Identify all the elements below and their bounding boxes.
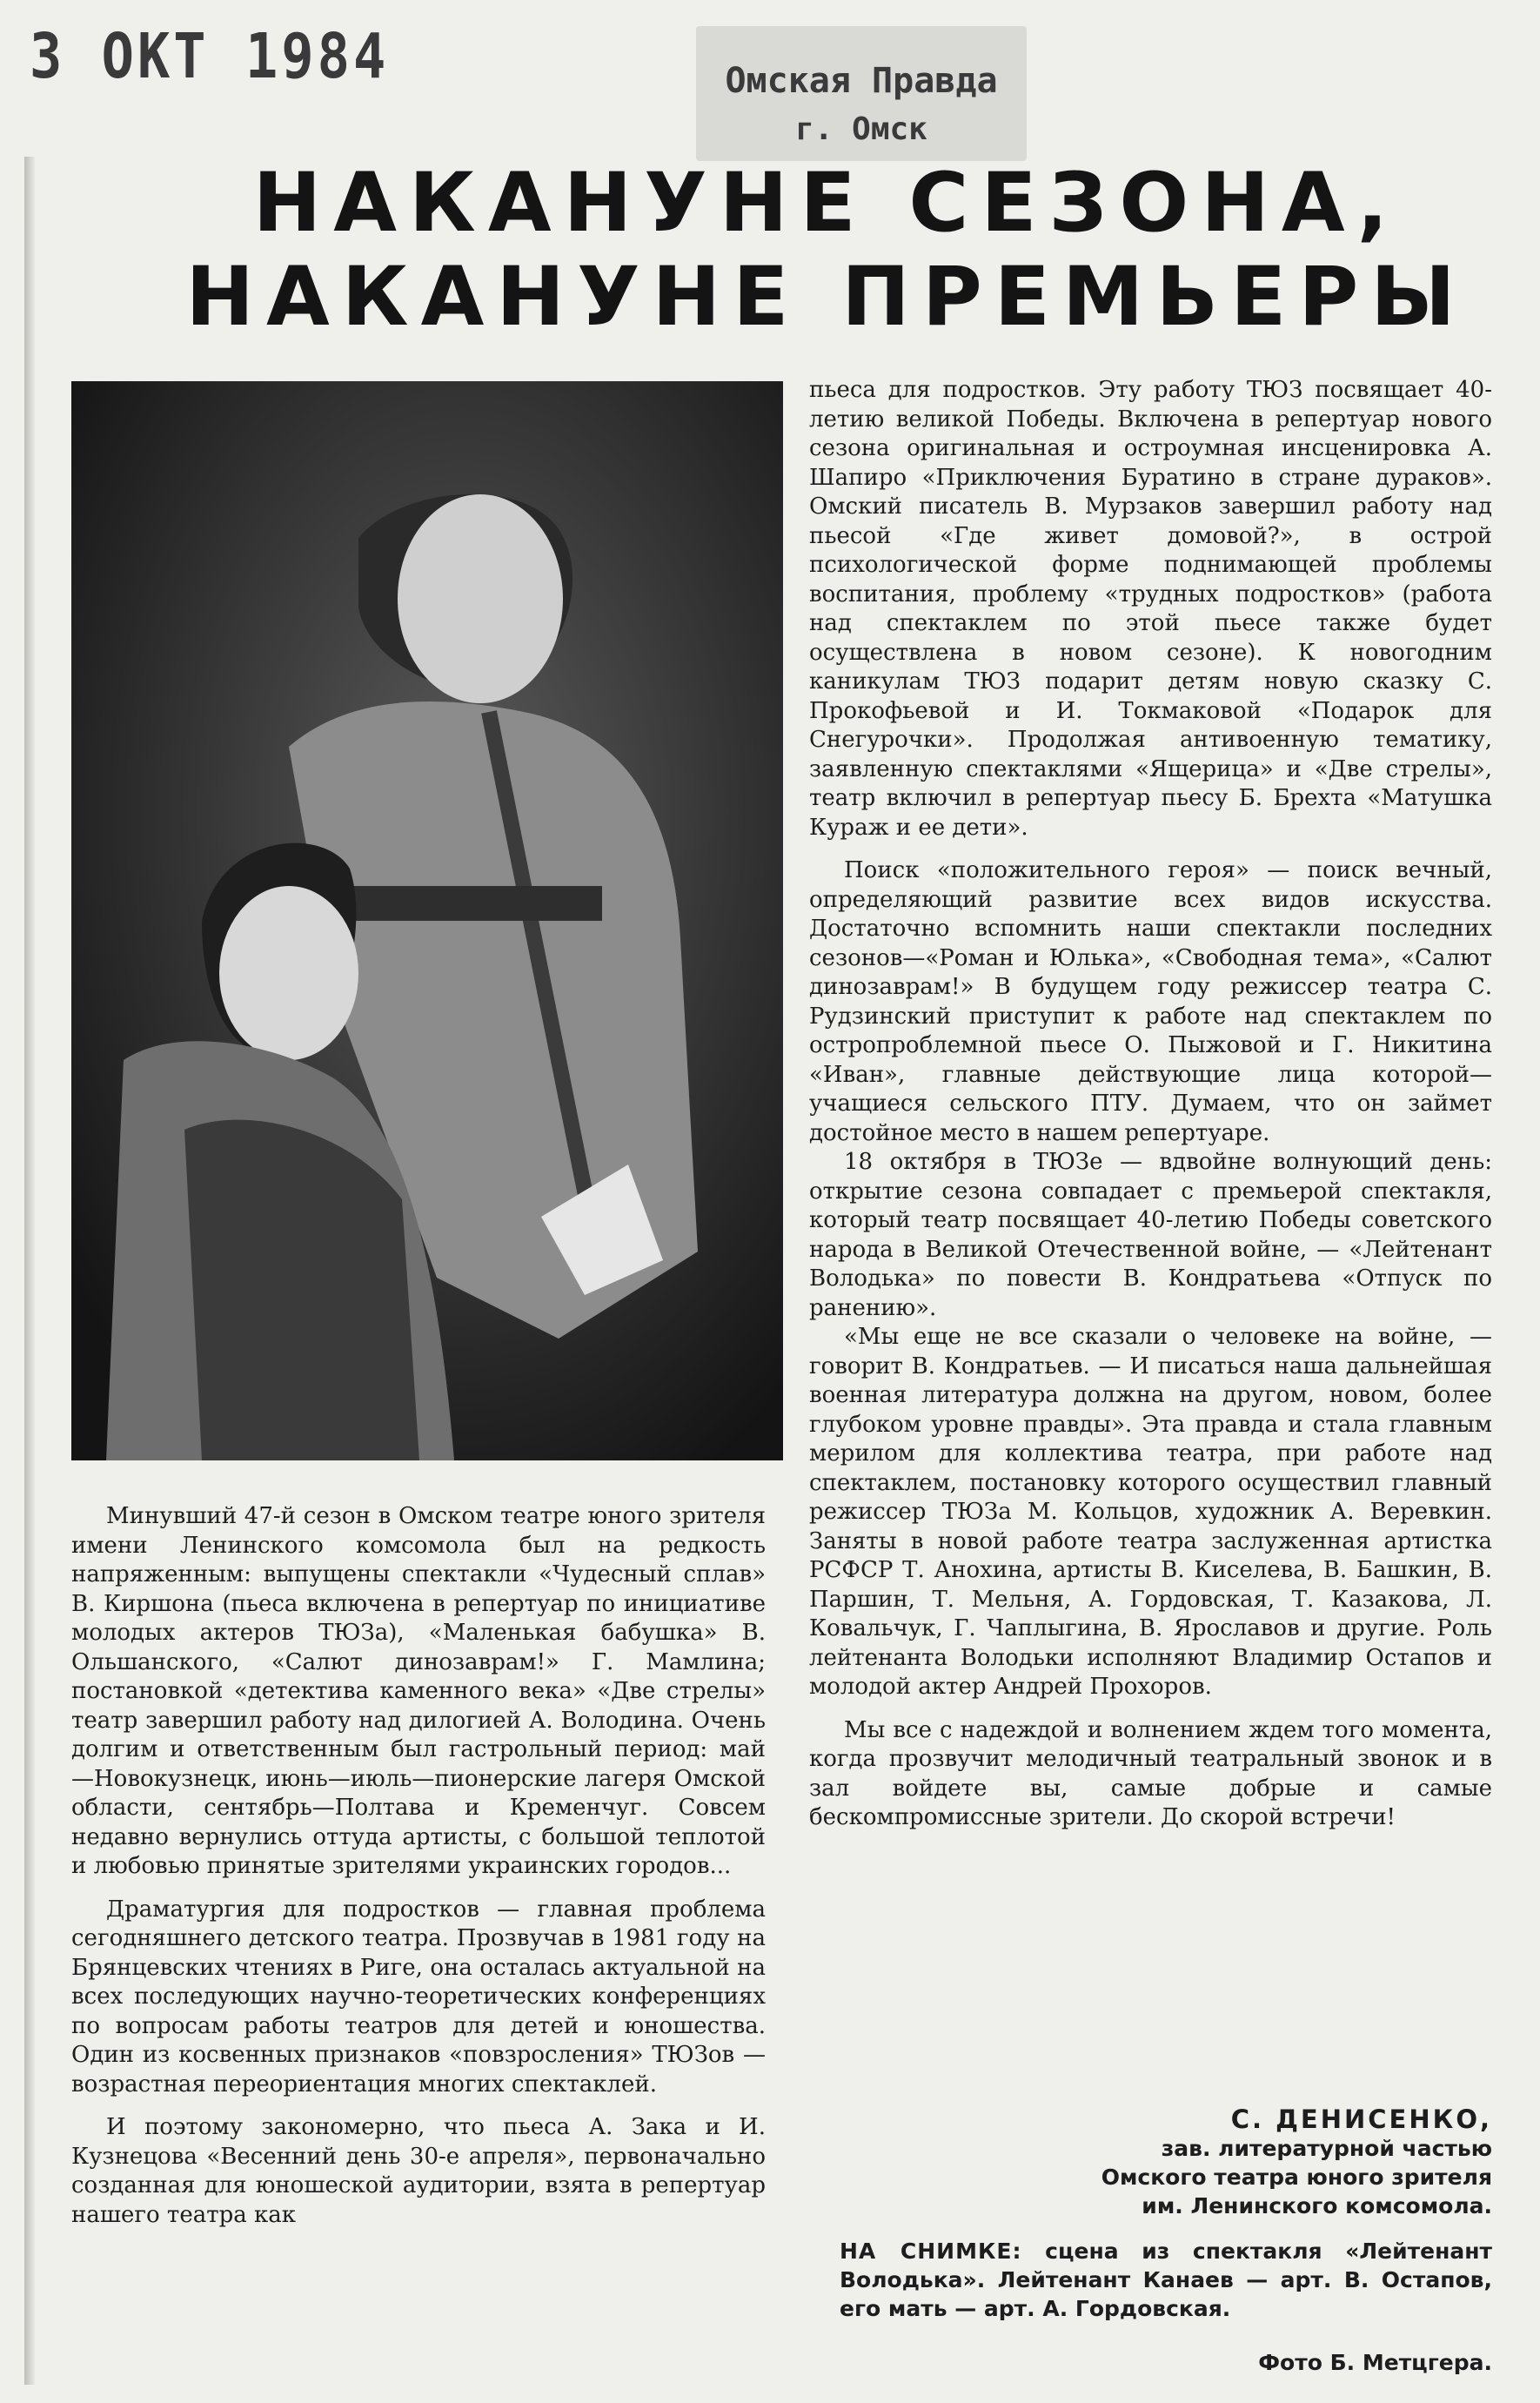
article-paragraph: Поиск «положительного героя» — поиск вечный, определяющий развитие всех видов искусства. Достаточно вспомнить наши спектакли последних сезонов—«Роман и Юлька», «Свободная тема», «Салют динозаврам!» В будущем году режиссер театра С. Рудзинский приступит к работе над спектаклем по остропроблемной пьесе О. Пыжовой и Г. Никитина «Иван», главные действующие лица которой— учащиеся сельского ПТУ. Думаем, что он займет достойное место в нашем репертуаре. <box>809 857 1492 1146</box>
headline-line-1: НАКАНУНЕ СЕЗОНА, <box>252 156 1401 251</box>
newspaper-city: г. Омск <box>795 111 927 147</box>
article-paragraph: Драматургия для подростков — главная проблема сегодняшнего детского театра. Прозвучав в 1981 году на Брянцевских чтениях в Риге, она осталась актуальной на всех последующих научно-теоретических конференциях по вопросам работы театров для детей и юношества. Один из косвенных признаков «повзросления» ТЮЗов — возрастная переориентация многих спектаклей. <box>71 1896 766 2098</box>
article-paragraph: Мы все с надеждой и волнением ждем того момента, когда прозвучит мелодичный театральный звонок и в зал войдете вы, самые добрые и самые бескомпромиссные зрители. До скорой встречи! <box>809 1716 1492 1830</box>
author-role-line: зав. литературной частью <box>1161 2136 1492 2161</box>
newspaper-name: Омская Правда <box>725 61 998 101</box>
headline-line-2: НАКАНУНЕ ПРЕМЬЕРЫ <box>185 250 1468 345</box>
author-name: С. ДЕНИСЕНКО, <box>1230 2104 1492 2134</box>
author-signature <box>809 2104 1492 2220</box>
archive-date-stamp: 3 ОКТ 1984 <box>30 19 390 93</box>
stage-photo-icon <box>71 381 783 1460</box>
headline <box>174 157 1479 348</box>
photo-caption <box>840 2237 1492 2323</box>
author-role-line: им. Ленинского комсомола. <box>1142 2193 1492 2218</box>
caption-text: сцена из спектакля «Лейтенант Володька». Лейтенант Канаев — арт. В. Остапов, его мать — арт. А. Гордовская. <box>840 2239 1492 2321</box>
newspaper-stamp <box>696 26 1027 161</box>
caption-lead: НА СНИМКЕ: <box>840 2239 1022 2264</box>
article-column-left <box>71 1502 766 2230</box>
stage-photo <box>71 381 783 1460</box>
article-column-right <box>809 376 1492 1833</box>
article-paragraph: И поэтому закономерно, что пьеса А. Зака и И. Кузнецова «Весенний день 30-е апреля», первоначально созданная для юношеской аудитории, взята в репертуар нашего театра как <box>71 2114 766 2228</box>
article-paragraph: Минувший 47-й сезон в Омском театре юного зрителя имени Ленинского комсомола был на редкость напряженным: выпущены спектакли «Чудесный сплав» В. Киршона (пьеса включена в репертуар по инициативе молодых актеров ТЮЗа), «Маленькая бабушка» В. Ольшанского, «Салют динозаврам!» Г. Мамлина; постановкой «детектива каменного века» «Две стрелы» театр завершил работу над дилогией А. Володина. Очень долгим и ответственным был гастрольный период: май —Новокузнецк, июнь—июль—пионерские лагеря Омской области, сентябрь—Полтава и Кременчуг. Совсем недавно вернулись оттуда артисты, с большой теплотой и любовью принятые зрителями украинских городов... <box>71 1503 766 1879</box>
article-paragraph: 18 октября в ТЮЗе — вдвойне волнующий день: открытие сезона совпадает с премьерой спектакля, который театр посвящает 40-летию Победы советского народа в Великой Отечественной войне, — «Лейтенант Володька» по повести В. Кондратьева «Отпуск по ранению». <box>809 1149 1492 1321</box>
clipping-edge <box>24 157 35 2385</box>
article-paragraph: пьеса для подростков. Эту работу ТЮЗ посвящает 40-летию великой Победы. Включена в репертуар нового сезона оригинальная и остроумная инсценировка А. Шапиро «Приключения Буратино в стране дураков». Омский писатель В. Мурзаков завершил работу над пьесой «Где живет домовой?», в острой психологической форме поднимающей проблемы воспитания, проблему «трудных подростков» (работа над спектаклем по этой пьесе также будет осуществлена в новом сезоне). К новогодним каникулам ТЮЗ подарит детям новую сказку С. Прокофьевой и И. Токмаковой «Подарок для Снегурочки». Продолжая антивоенную тематику, заявленную спектаклями «Ящерица» и «Две стрелы», театр включил в репертуар пьесу Б. Брехта «Матушка Кураж и ее дети». <box>809 377 1492 841</box>
author-role-line: Омского театра юного зрителя <box>1101 2165 1492 2190</box>
article-paragraph: «Мы еще не все сказали о человеке на войне, — говорит В. Кондратьев. — И писаться наша дальнейшая военная литература должна на другом, новом, более глубоком уровне правды». Эта правда и стала главным мерилом для коллектива театра, при работе над спектаклем, постановку которого осуществил главный режиссер ТЮЗа М. Кольцов, художник А. Веревкин. Заняты в новой работе театра заслуженная артистка РСФСР Т. Анохина, артисты В. Киселева, В. Башкин, В. Паршин, Т. Мельня, А. Гордовская, Т. Казакова, Л. Ковальчук, Г. Чаплыгина, В. Ярославов и другие. Роль лейтенанта Володьки исполняют Владимир Остапов и молодой актер Андрей Прохоров. <box>809 1324 1492 1700</box>
photo-credit: Фото Б. Метцгера. <box>1258 2350 1492 2375</box>
